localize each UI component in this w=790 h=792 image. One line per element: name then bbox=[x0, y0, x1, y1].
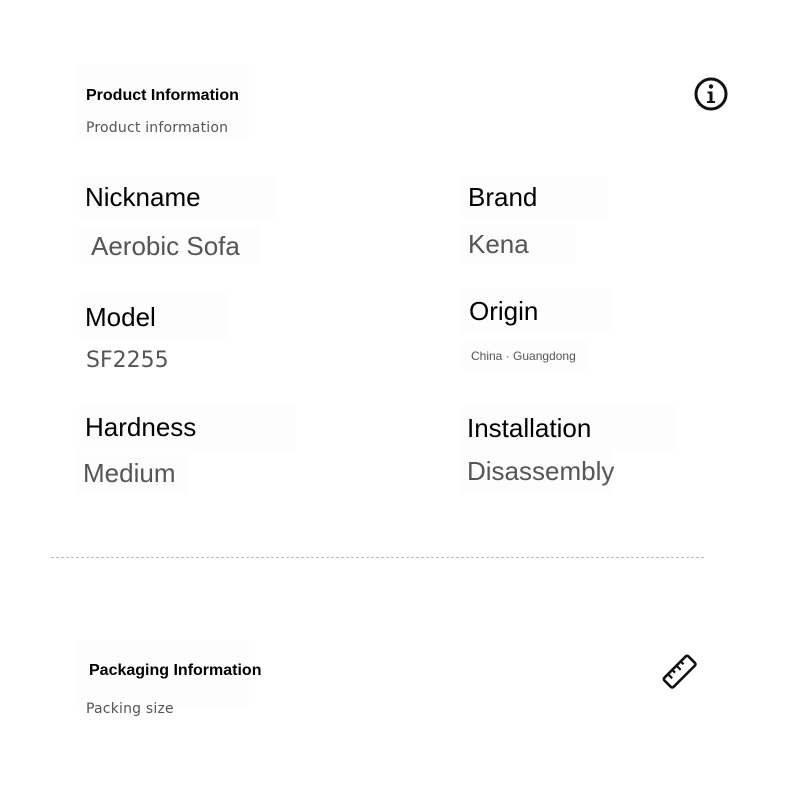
origin-label: Origin bbox=[469, 296, 539, 326]
hardness-label: Hardness bbox=[85, 412, 197, 442]
hardness-value: Medium bbox=[83, 458, 176, 488]
brand-label: Brand bbox=[468, 182, 538, 212]
brand-value: Kena bbox=[468, 229, 529, 259]
installation-label: Installation bbox=[467, 413, 592, 443]
ruler-icon bbox=[660, 653, 700, 691]
packaging-info-subtitle: Packing size bbox=[86, 701, 174, 717]
origin-value: China · Guangdong bbox=[471, 349, 576, 363]
section-divider bbox=[51, 557, 704, 558]
product-info-title: Product Information bbox=[86, 87, 239, 104]
installation-value: Disassembly bbox=[467, 456, 615, 486]
product-info-subtitle: Product information bbox=[86, 120, 229, 136]
nickname-label: Nickname bbox=[85, 182, 201, 212]
nickname-value: Aerobic Sofa bbox=[91, 231, 240, 261]
model-value: SF2255 bbox=[86, 348, 169, 373]
model-label: Model bbox=[85, 302, 156, 332]
packaging-info-title: Packaging Information bbox=[89, 662, 262, 679]
info-circle-icon bbox=[693, 76, 729, 112]
